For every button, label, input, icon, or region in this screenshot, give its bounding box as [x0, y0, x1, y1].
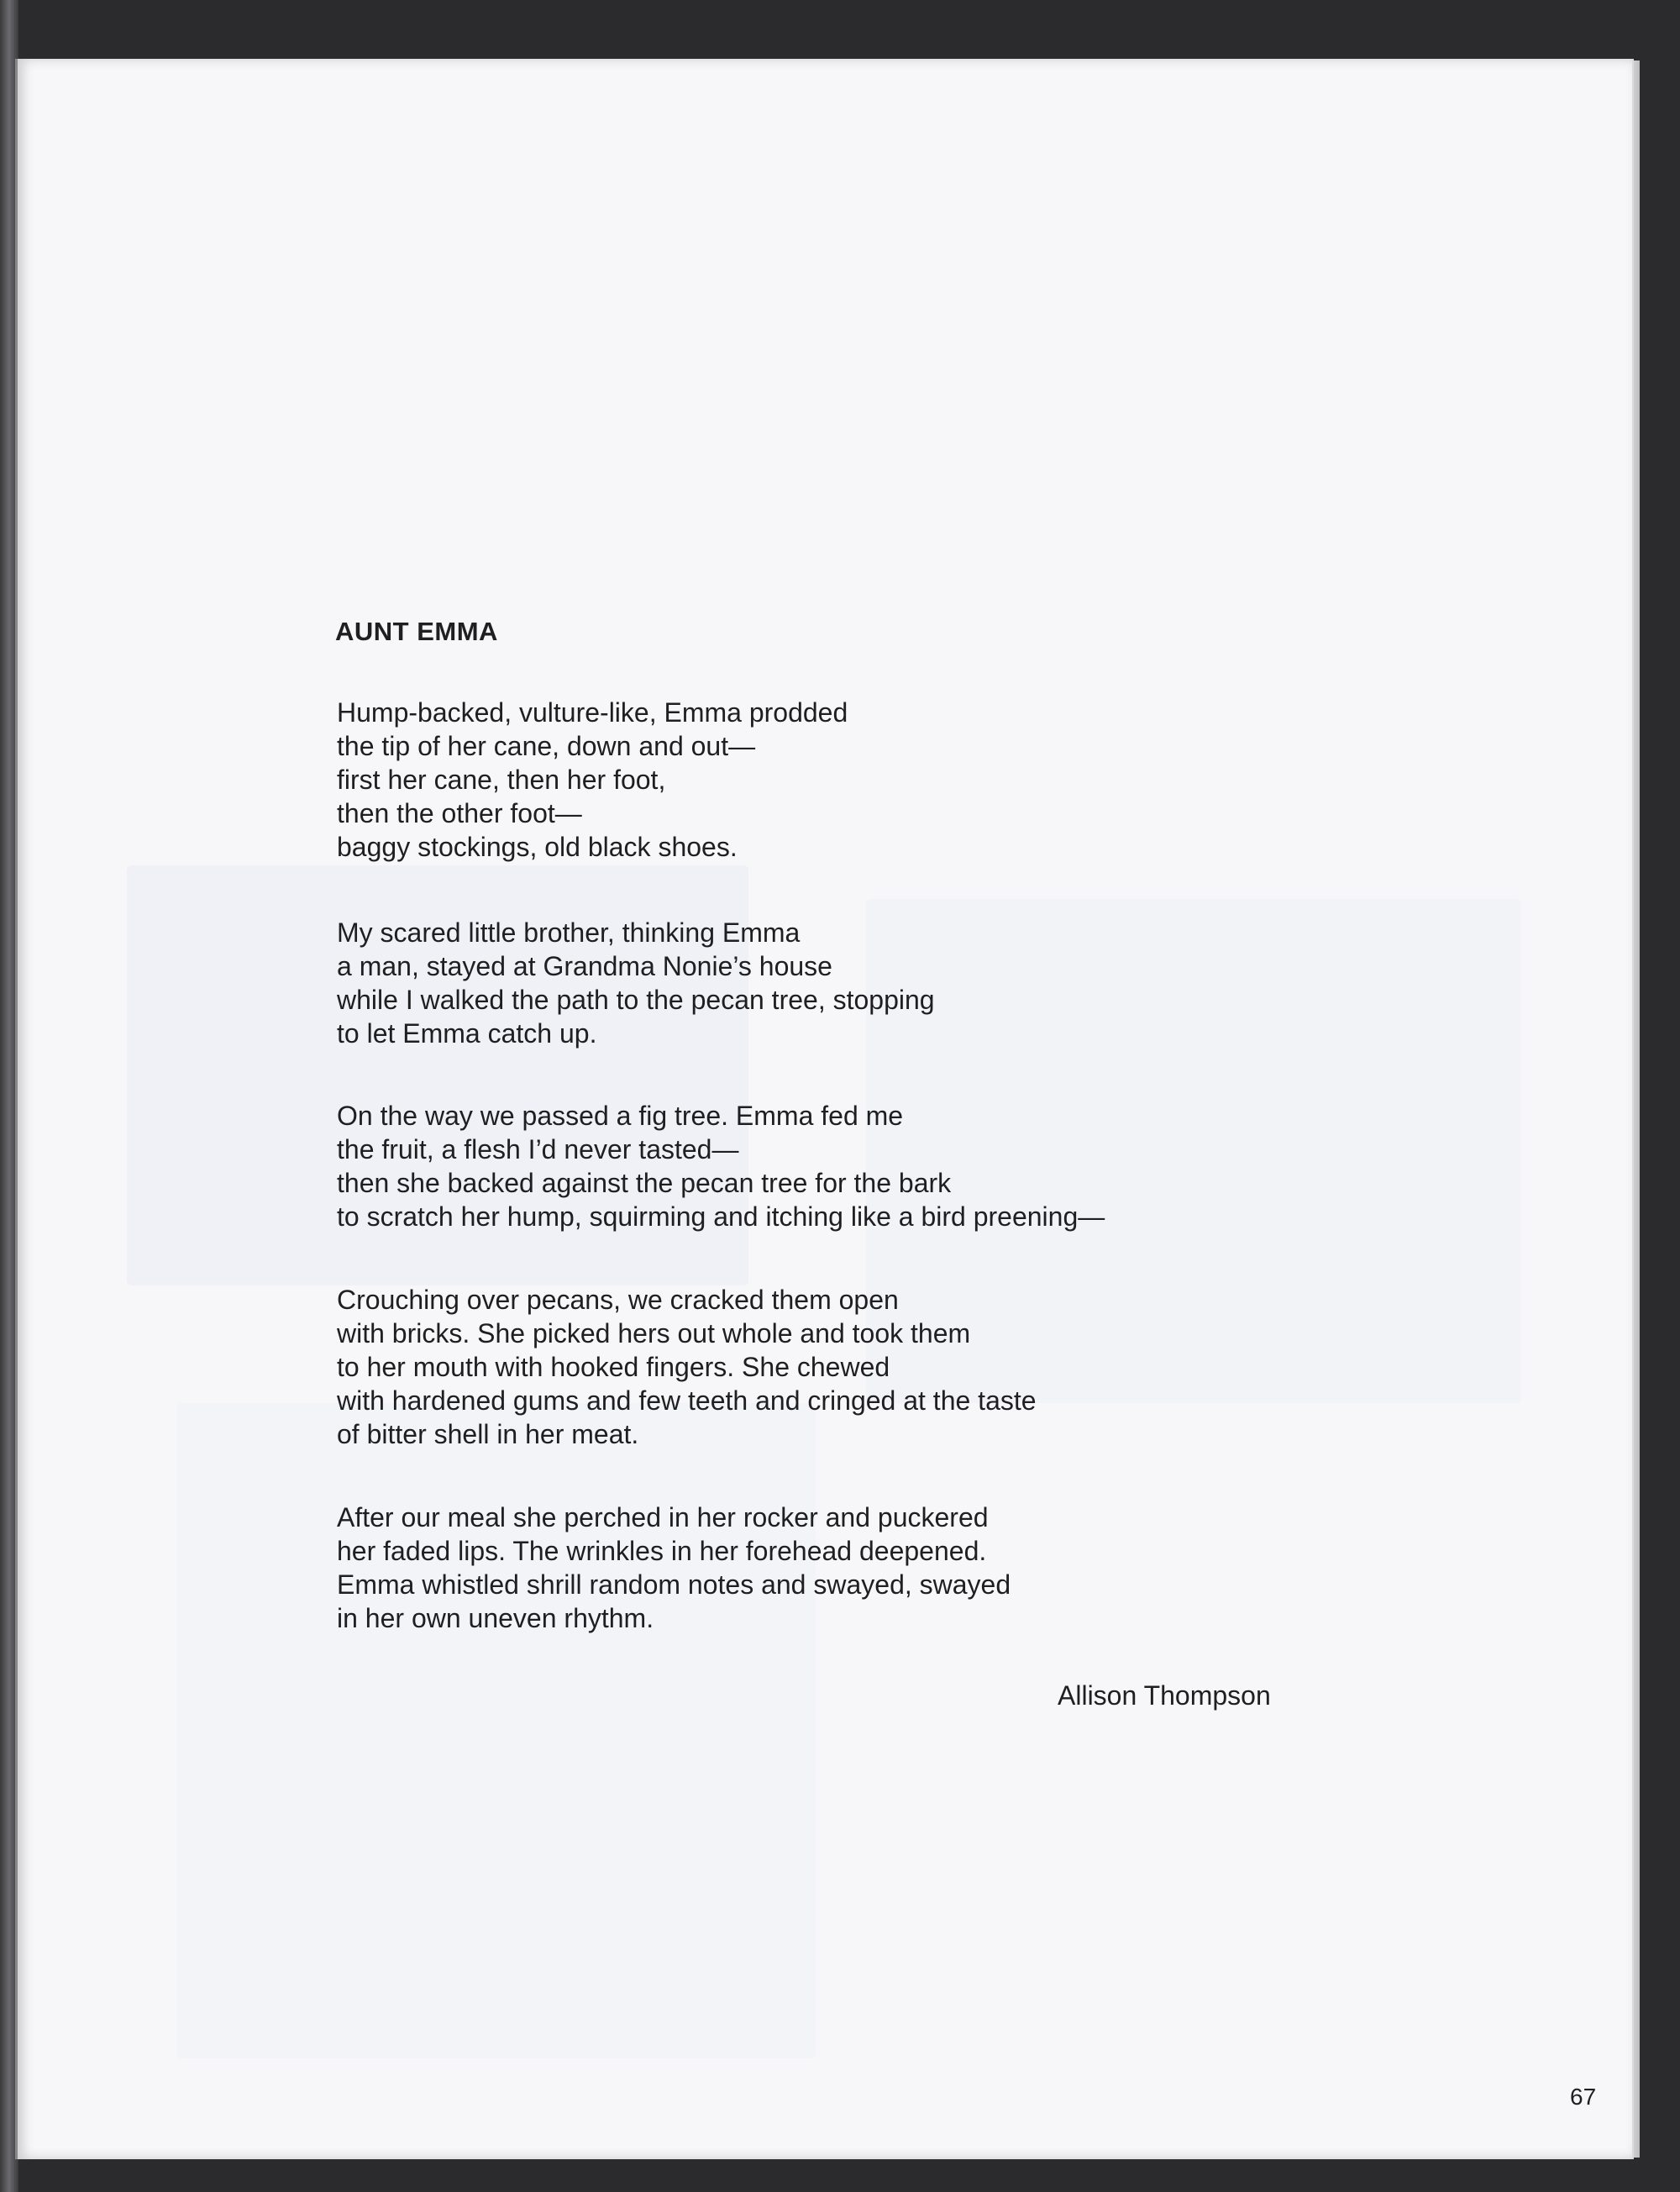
stanza — [337, 696, 848, 864]
poem-line: the tip of her cane, down and out— — [337, 731, 756, 761]
poem-line: in her own uneven rhythm. — [337, 1603, 654, 1633]
page-number: 67 — [1570, 2084, 1597, 2110]
poem-line: to her mouth with hooked fingers. She chewed — [337, 1352, 890, 1382]
poem-line: to let Emma catch up. — [337, 1018, 597, 1049]
poem-line: with bricks. She picked hers out whole and took them — [337, 1318, 971, 1348]
poem-line: then she backed against the pecan tree for the bark — [337, 1168, 952, 1198]
poem-line: After our meal she perched in her rocker and puckered — [337, 1502, 989, 1532]
poem-line: On the way we passed a fig tree. Emma fed me — [337, 1101, 904, 1131]
stanza — [337, 1283, 1037, 1451]
stanza — [337, 916, 935, 1050]
poem-line: the fruit, a flesh I’d never tasted— — [337, 1134, 739, 1164]
poem-line: My scared little brother, thinking Emma — [337, 917, 801, 948]
poem-line: Hump-backed, vulture-like, Emma prodded — [337, 697, 848, 728]
stanza — [337, 1099, 1105, 1233]
book-page — [15, 59, 1632, 2159]
poem-line: Emma whistled shrill random notes and swayed, swayed — [337, 1569, 1011, 1600]
poem-line: of bitter shell in her meat. — [337, 1419, 639, 1449]
poem-author: Allison Thompson — [1058, 1680, 1271, 1711]
poem-line: Crouching over pecans, we cracked them open — [337, 1285, 899, 1315]
poem-line: first her cane, then her foot, — [337, 765, 666, 795]
poem-line: baggy stockings, old black shoes. — [337, 832, 738, 862]
poem-content — [18, 59, 1632, 2159]
poem-title: AUNT EMMA — [335, 617, 498, 646]
poem-line: while I walked the path to the pecan tree, stopping — [337, 985, 935, 1015]
poem-line: then the other foot— — [337, 798, 582, 828]
poem-line: with hardened gums and few teeth and cringed at the taste — [337, 1385, 1037, 1416]
poem-line: her faded lips. The wrinkles in her forehead deepened. — [337, 1536, 987, 1566]
poem-line: to scratch her hump, squirming and itching like a bird preening— — [337, 1201, 1105, 1232]
poem-line: a man, stayed at Grandma Nonie’s house — [337, 951, 832, 981]
stanza — [337, 1501, 1011, 1635]
